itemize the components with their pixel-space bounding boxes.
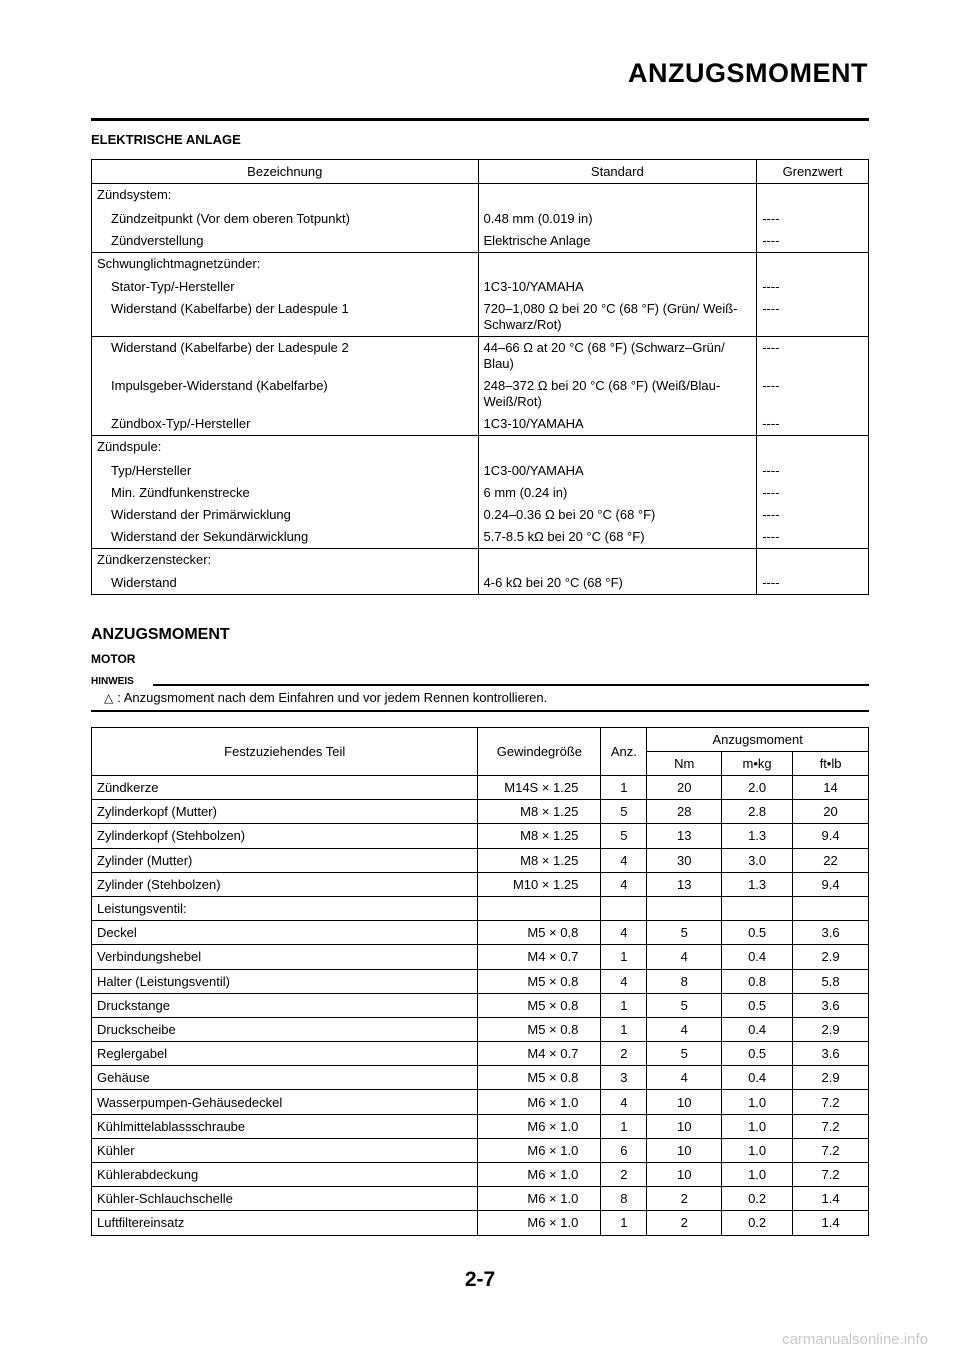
spec-name: Typ/Hersteller [92,460,479,482]
torque-mkg: 2.8 [722,800,793,824]
limit-cell [757,436,869,460]
spec-name: Zündbox-Typ/-Hersteller [92,413,479,436]
part-name: Kühlerabdeckung [92,1163,478,1187]
part-name: Zylinder (Mutter) [92,848,478,872]
group-title-row [92,436,869,460]
torque-mkg: 0.5 [722,921,793,945]
thread-size: M14S × 1.25 [478,776,601,800]
torque-row [92,800,869,824]
page-title: ANZUGSMOMENT [628,58,868,88]
thread-size: M4 × 0.7 [478,945,601,969]
part-name: Druckstange [92,993,478,1017]
electrical-specs-body [92,184,869,595]
part-name: Kühler-Schlauchschelle [92,1187,478,1211]
spec-limit: ---- [757,276,869,298]
torque-mkg: 1.0 [722,1090,793,1114]
torque-row [92,1090,869,1114]
spec-standard: 0.24–0.36 Ω bei 20 °C (68 °F) [478,504,757,526]
limit-cell [757,252,869,276]
torque-row [92,1211,869,1235]
torque-nm: 5 [647,993,722,1017]
spec-standard: 0.48 mm (0.019 in) [478,208,757,230]
motor-label: MOTOR [91,652,136,666]
spec-name: Zündzeitpunkt (Vor dem oberen Totpunkt) [92,208,479,230]
column-header-thread: Gewindegröße [478,728,601,776]
column-header-mkg: m•kg [722,752,793,776]
spec-row [92,460,869,482]
thread-size: M5 × 0.8 [478,1066,601,1090]
hinweis-rule [153,684,869,686]
quantity: 1 [601,1114,647,1138]
torque-ftlb: 9.4 [793,824,869,848]
spec-limit: ---- [757,526,869,549]
torque-ftlb: 14 [793,776,869,800]
spec-name: Widerstand [92,572,479,595]
torque-ftlb: 1.4 [793,1187,869,1211]
thread-size: M4 × 0.7 [478,1042,601,1066]
torque-mkg: 1.0 [722,1138,793,1162]
part-name: Wasserpumpen-Gehäusedeckel [92,1090,478,1114]
quantity: 2 [601,1163,647,1187]
thread-size: M6 × 1.0 [478,1163,601,1187]
quantity: 4 [601,1090,647,1114]
quantity: 2 [601,1042,647,1066]
spec-standard: 4-6 kΩ bei 20 °C (68 °F) [478,572,757,595]
torque-row [92,776,869,800]
electrical-specs-table [91,159,869,595]
spec-standard: 248–372 Ω bei 20 °C (68 °F) (Weiß/Blau-Weiß/Rot) [478,375,757,413]
column-header-torque: Anzugsmoment [647,728,869,752]
torque-row [92,969,869,993]
torque-nm: 4 [647,1017,722,1041]
torque-mkg: 0.8 [722,969,793,993]
torque-row [92,921,869,945]
triangle-icon: △ [104,691,114,705]
torque-row [92,1138,869,1162]
part-name: Zündkerze [92,776,478,800]
spec-limit: ---- [757,375,869,413]
column-header: Standard [478,160,757,184]
torque-nm: 13 [647,824,722,848]
torque-nm: 4 [647,945,722,969]
thread-size: M5 × 0.8 [478,993,601,1017]
thread-size: M6 × 1.0 [478,1114,601,1138]
group-title: Schwunglichtmagnetzünder: [92,252,479,276]
group-title: Zündsystem: [92,184,479,208]
torque-mkg: 0.4 [722,1017,793,1041]
torque-ftlb: 7.2 [793,1163,869,1187]
spec-row [92,208,869,230]
torque-mkg: 1.3 [722,824,793,848]
title-rule [91,118,869,121]
part-name: Druckscheibe [92,1017,478,1041]
torque-nm: 2 [647,1211,722,1235]
quantity: 8 [601,1187,647,1211]
torque-ftlb: 7.2 [793,1090,869,1114]
torque-mkg: 0.4 [722,945,793,969]
torque-mkg: 0.4 [722,1066,793,1090]
spec-limit: ---- [757,230,869,253]
torque-row [92,848,869,872]
torque-mkg: 0.2 [722,1187,793,1211]
hinweis-text: : Anzugsmoment nach dem Einfahren und vor jedem Rennen kontrollieren. [117,690,548,705]
quantity: 5 [601,824,647,848]
hinweis-note [104,690,547,705]
torque-nm [647,896,722,920]
thread-size: M8 × 1.25 [478,848,601,872]
spec-row [92,276,869,298]
torque-nm: 10 [647,1138,722,1162]
hinweis-label: HINWEIS [91,676,134,687]
spec-standard: 720–1,080 Ω bei 20 °C (68 °F) (Grün/ Weiß-Schwarz/Rot) [478,298,757,337]
limit-cell [757,184,869,208]
part-name: Kühler [92,1138,478,1162]
torque-nm: 10 [647,1114,722,1138]
quantity: 3 [601,1066,647,1090]
quantity: 5 [601,800,647,824]
group-title-row [92,548,869,572]
torque-ftlb: 7.2 [793,1114,869,1138]
quantity: 1 [601,993,647,1017]
part-name: Kühlmittelablassschraube [92,1114,478,1138]
torque-row [92,1066,869,1090]
spec-name: Zündverstellung [92,230,479,253]
torque-ftlb: 2.9 [793,1017,869,1041]
group-title: Zündspule: [92,436,479,460]
spec-limit: ---- [757,460,869,482]
quantity: 4 [601,969,647,993]
part-name: Reglergabel [92,1042,478,1066]
column-header-qty: Anz. [601,728,647,776]
thread-size [478,896,601,920]
thread-size: M6 × 1.0 [478,1187,601,1211]
quantity: 4 [601,872,647,896]
spec-limit: ---- [757,504,869,526]
torque-mkg: 0.5 [722,1042,793,1066]
torque-row [92,872,869,896]
part-name: Zylinder (Stehbolzen) [92,872,478,896]
spec-row [92,230,869,253]
thread-size: M6 × 1.0 [478,1211,601,1235]
torque-row [92,896,869,920]
section-heading: ELEKTRISCHE ANLAGE [91,132,241,147]
group-title-row [92,252,869,276]
part-name: Leistungsventil: [92,896,478,920]
torque-nm: 4 [647,1066,722,1090]
torque-row [92,1163,869,1187]
torque-nm: 13 [647,872,722,896]
spec-row [92,298,869,337]
thread-size: M5 × 0.8 [478,1017,601,1041]
thread-size: M5 × 0.8 [478,921,601,945]
torque-ftlb: 9.4 [793,872,869,896]
spec-name: Widerstand (Kabelfarbe) der Ladespule 2 [92,337,479,376]
part-name: Gehäuse [92,1066,478,1090]
watermark: carmanualsonline.info [782,1331,928,1348]
torque-nm: 8 [647,969,722,993]
torque-ftlb: 2.9 [793,945,869,969]
thread-size: M6 × 1.0 [478,1090,601,1114]
spec-row [92,504,869,526]
thread-size: M5 × 0.8 [478,969,601,993]
spec-limit: ---- [757,208,869,230]
quantity: 4 [601,921,647,945]
page-number: 2-7 [464,1268,496,1291]
torque-ftlb: 7.2 [793,1138,869,1162]
thread-size: M10 × 1.25 [478,872,601,896]
torque-row [92,945,869,969]
torque-ftlb: 5.8 [793,969,869,993]
spec-name: Stator-Typ/-Hersteller [92,276,479,298]
torque-table-body [92,776,869,1236]
spec-name: Impulsgeber-Widerstand (Kabelfarbe) [92,375,479,413]
spec-standard: 6 mm (0.24 in) [478,482,757,504]
standard-cell [478,184,757,208]
quantity: 6 [601,1138,647,1162]
part-name: Zylinderkopf (Mutter) [92,800,478,824]
spec-limit: ---- [757,482,869,504]
torque-mkg: 3.0 [722,848,793,872]
torque-nm: 30 [647,848,722,872]
torque-table [91,727,869,1236]
quantity: 1 [601,1211,647,1235]
torque-ftlb: 3.6 [793,1042,869,1066]
quantity: 1 [601,776,647,800]
torque-nm: 5 [647,1042,722,1066]
quantity [601,896,647,920]
part-name: Halter (Leistungsventil) [92,969,478,993]
torque-ftlb: 22 [793,848,869,872]
torque-row [92,1042,869,1066]
spec-standard: 44–66 Ω at 20 °C (68 °F) (Schwarz–Grün/ Blau) [478,337,757,376]
thread-size: M6 × 1.0 [478,1138,601,1162]
quantity: 4 [601,848,647,872]
spec-row [92,413,869,436]
spec-name: Widerstand der Primärwicklung [92,504,479,526]
spec-name: Widerstand (Kabelfarbe) der Ladespule 1 [92,298,479,337]
spec-limit: ---- [757,413,869,436]
column-header-ftlb: ft•lb [793,752,869,776]
spec-row [92,572,869,595]
column-header: Bezeichnung [92,160,479,184]
torque-ftlb [793,896,869,920]
limit-cell [757,548,869,572]
torque-nm: 20 [647,776,722,800]
spec-row [92,482,869,504]
part-name: Deckel [92,921,478,945]
spec-standard: 5.7-8.5 kΩ bei 20 °C (68 °F) [478,526,757,549]
torque-row [92,993,869,1017]
group-title: Zündkerzenstecker: [92,548,479,572]
torque-nm: 10 [647,1090,722,1114]
torque-row [92,1017,869,1041]
spec-limit: ---- [757,298,869,337]
part-name: Zylinderkopf (Stehbolzen) [92,824,478,848]
spec-row [92,337,869,376]
torque-ftlb: 3.6 [793,993,869,1017]
standard-cell [478,252,757,276]
column-header-part: Festzuziehendes Teil [92,728,478,776]
column-header-nm: Nm [647,752,722,776]
spec-row [92,526,869,549]
standard-cell [478,436,757,460]
part-name: Verbindungshebel [92,945,478,969]
torque-ftlb: 1.4 [793,1211,869,1235]
torque-mkg: 1.0 [722,1163,793,1187]
hinweis-bottom-rule [91,710,869,712]
spec-standard: Elektrische Anlage [478,230,757,253]
torque-ftlb: 20 [793,800,869,824]
torque-nm: 28 [647,800,722,824]
torque-ftlb: 2.9 [793,1066,869,1090]
torque-mkg [722,896,793,920]
standard-cell [478,548,757,572]
group-title-row [92,184,869,208]
spec-limit: ---- [757,337,869,376]
part-name: Luftfiltereinsatz [92,1211,478,1235]
column-header: Grenzwert [757,160,869,184]
quantity: 1 [601,945,647,969]
quantity: 1 [601,1017,647,1041]
torque-mkg: 1.0 [722,1114,793,1138]
torque-mkg: 2.0 [722,776,793,800]
torque-mkg: 0.5 [722,993,793,1017]
thread-size: M8 × 1.25 [478,824,601,848]
torque-mkg: 1.3 [722,872,793,896]
thread-size: M8 × 1.25 [478,800,601,824]
spec-row [92,375,869,413]
torque-row [92,1114,869,1138]
spec-name: Widerstand der Sekundärwicklung [92,526,479,549]
table-header-row [92,728,869,752]
spec-standard: 1C3-10/YAMAHA [478,413,757,436]
torque-nm: 5 [647,921,722,945]
spec-standard: 1C3-00/YAMAHA [478,460,757,482]
table-header-row [92,160,869,184]
spec-name: Min. Zündfunkenstrecke [92,482,479,504]
torque-row [92,824,869,848]
torque-section-title: ANZUGSMOMENT [91,626,230,643]
torque-ftlb: 3.6 [793,921,869,945]
torque-row [92,1187,869,1211]
torque-nm: 10 [647,1163,722,1187]
spec-standard: 1C3-10/YAMAHA [478,276,757,298]
torque-mkg: 0.2 [722,1211,793,1235]
torque-nm: 2 [647,1187,722,1211]
spec-limit: ---- [757,572,869,595]
